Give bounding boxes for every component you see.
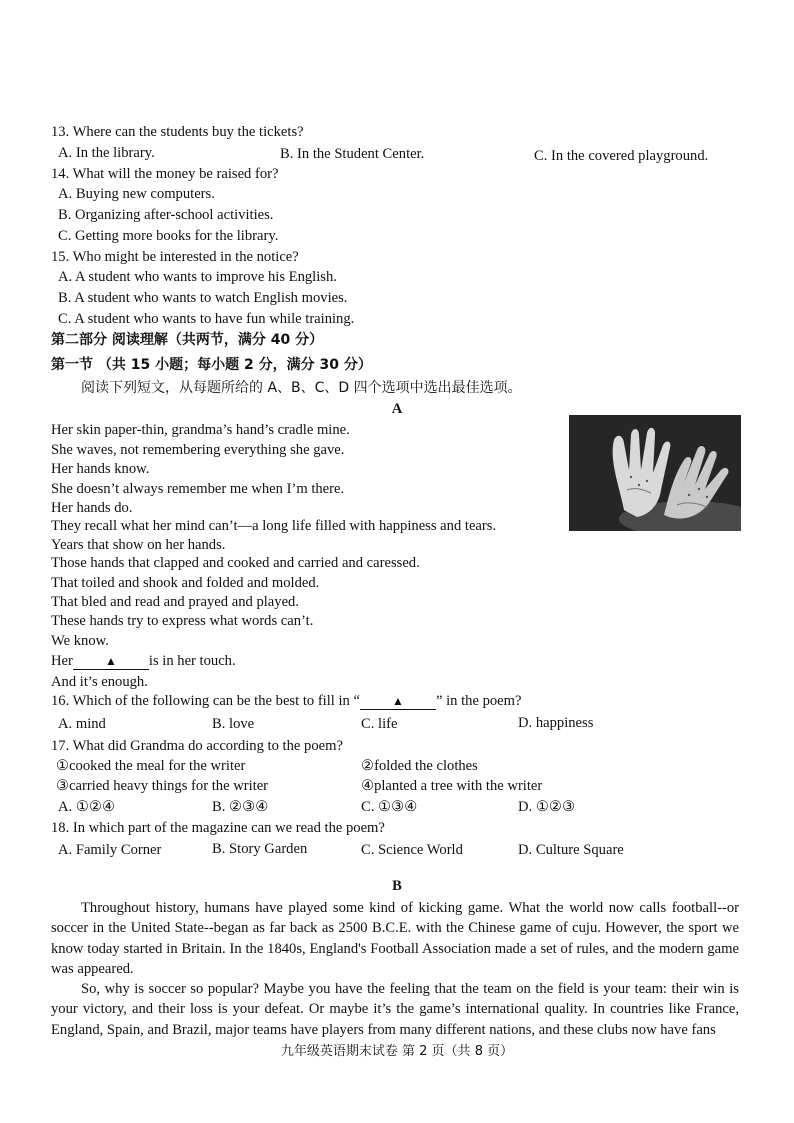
q13-option-b: B. In the Student Center.	[280, 146, 425, 162]
passage-a-label: A	[391, 401, 403, 417]
poem-line: Her hands do.	[51, 500, 133, 516]
passage-b-label: B	[392, 878, 402, 894]
q16-blank: ▲	[360, 693, 436, 710]
q17-option-d: D. ①②③	[518, 799, 576, 815]
poem-line: She waves, not remembering everything she gave.	[51, 442, 345, 458]
q14-option-a: A. Buying new computers.	[58, 186, 215, 202]
hands-photo	[569, 415, 741, 531]
q16-option-d: D. happiness	[518, 715, 594, 731]
poem-line: Her skin paper-thin, grandma’s hand’s cradle mine.	[51, 422, 350, 438]
section1-instruction: 阅读下列短文，从每题所给的 A、B、C、D 四个选项中选出最佳选项。	[81, 380, 522, 396]
q13-option-a: A. In the library.	[58, 145, 155, 161]
q16-option-b: B. love	[212, 716, 255, 732]
poem-line: We know.	[51, 633, 109, 649]
part2-heading: 第二部分 阅读理解（共两节，满分 40 分）	[51, 332, 324, 348]
q13-question: 13. Where can the students buy the tickets?	[51, 124, 304, 140]
q15-option-b: B. A student who wants to watch English movies.	[58, 290, 348, 306]
poem-blank: ▲	[73, 653, 149, 670]
q14-option-c: C. Getting more books for the library.	[58, 228, 279, 244]
q17-choice-4: ④planted a tree with the writer	[361, 778, 543, 794]
q13-option-c: C. In the covered playground.	[534, 148, 709, 164]
q16-question-end: ” in the poem?	[435, 693, 522, 709]
poem-blank-line-end: is in her touch.	[148, 653, 236, 669]
poem-line: They recall what her mind can’t—a long life filled with happiness and tears.	[51, 518, 497, 534]
q16-question-start: 16. Which of the following can be the best to fill in “	[51, 693, 360, 709]
q16-option-c: C. life	[361, 716, 398, 732]
passage-b-paragraph-1: Throughout history, humans have played some kind of kicking game. What the world now calls football--or soccer in the United State--began as far back as 2500 B.C.E. with the Chinese game of cuju. However, the sport we know today started in Britain. In the 1840s, England's Football Association made a set of rules, and the modern game was appeared.	[51, 900, 739, 977]
poem-line: Her hands know.	[51, 461, 150, 477]
q18-question: 18. In which part of the magazine can we read the poem?	[51, 820, 385, 836]
section1-heading: 第一节 （共 15 小题；每小题 2 分，满分 30 分）	[51, 357, 372, 373]
poem-line: Those hands that clapped and cooked and carried and caressed.	[51, 555, 420, 571]
q17-question: 17. What did Grandma do according to the poem?	[51, 738, 343, 754]
poem-line: That toiled and shook and folded and molded.	[51, 575, 320, 591]
q15-option-c: C. A student who wants to have fun while training.	[58, 311, 355, 327]
q17-choice-1: ①cooked the meal for the writer	[56, 758, 246, 774]
poem-line: She doesn’t always remember me when I’m there.	[51, 481, 345, 497]
q17-choice-3: ③carried heavy things for the writer	[56, 778, 269, 794]
q17-option-b: B. ②③④	[212, 799, 269, 815]
q18-option-c: C. Science World	[361, 842, 463, 858]
q18-option-a: A. Family Corner	[58, 842, 162, 858]
hands-illustration	[569, 415, 741, 531]
poem-blank-line	[51, 651, 236, 671]
q18-option-d: D. Culture Square	[518, 842, 624, 858]
passage-b-paragraph-2: So, why is soccer so popular? Maybe you have the feeling that the team on the field is your team: their win is your victory, and their loss is your defeat. Or maybe it’s the game’s international quality. In countries like France, England, Spain, and Brazil, major teams have players from many different nations, and these clubs now have fans	[51, 981, 739, 1038]
q14-option-b: B. Organizing after-school activities.	[58, 207, 274, 223]
poem-blank-line-start: Her	[51, 653, 73, 669]
q15-option-a: A. A student who wants to improve his English.	[58, 269, 337, 285]
poem-line: These hands try to express what words can’t.	[51, 613, 314, 629]
poem-last-line: And it’s enough.	[51, 674, 148, 690]
q16-option-a: A. mind	[58, 716, 106, 732]
poem-line: That bled and read and prayed and played.	[51, 594, 299, 610]
q18-option-b: B. Story Garden	[212, 841, 308, 857]
q16-question	[51, 691, 521, 711]
page-footer: 九年级英语期末试卷 第 2 页（共 8 页）	[280, 1044, 514, 1059]
q14-question: 14. What will the money be raised for?	[51, 166, 279, 182]
q17-choice-2: ②folded the clothes	[361, 758, 478, 774]
q15-question: 15. Who might be interested in the notice?	[51, 249, 299, 265]
poem-line: Years that show on her hands.	[51, 537, 226, 553]
q17-option-a: A. ①②④	[58, 799, 116, 815]
q17-option-c: C. ①③④	[361, 799, 418, 815]
